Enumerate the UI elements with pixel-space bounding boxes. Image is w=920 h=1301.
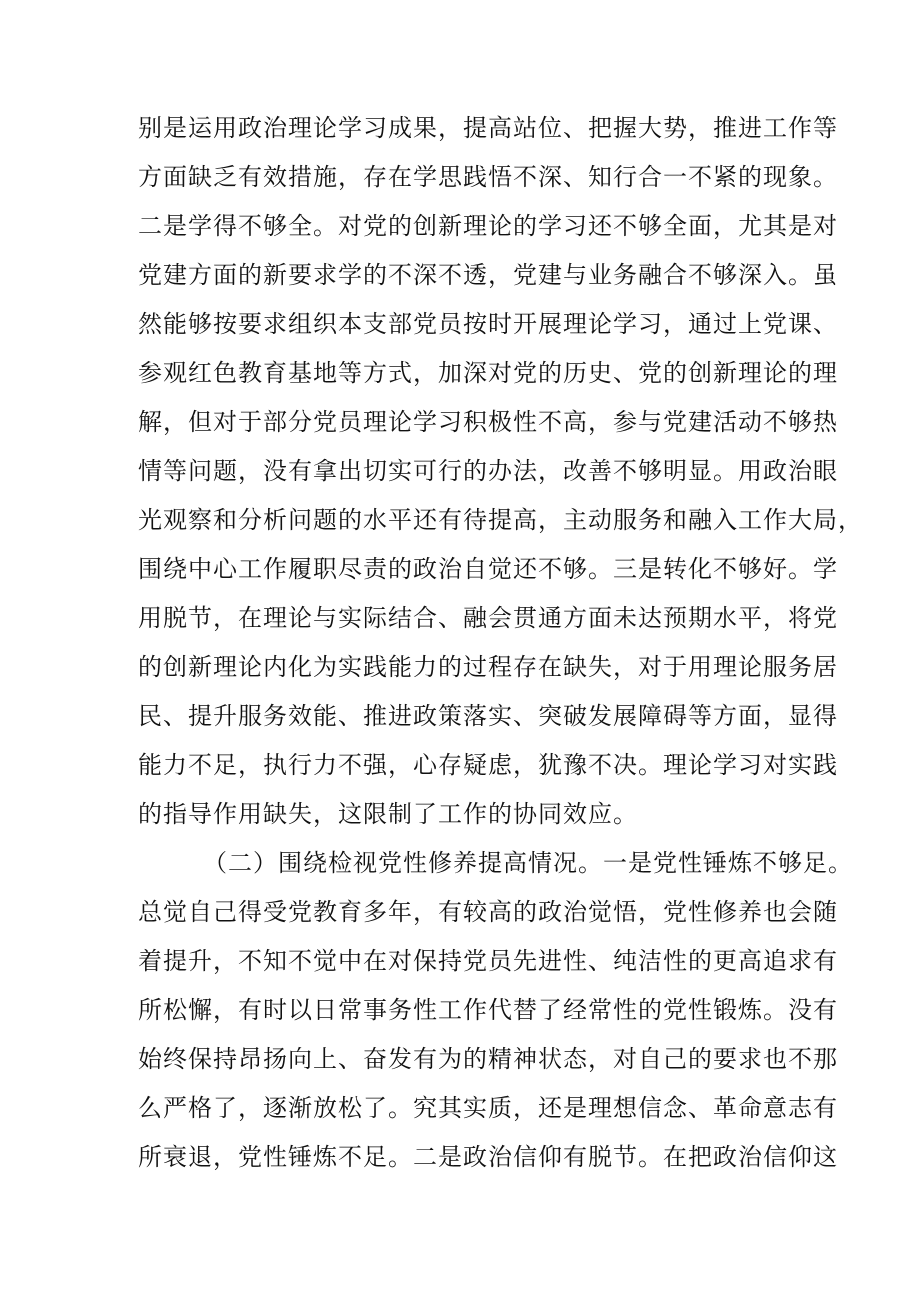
text-line: 用脱节，在理论与实际结合、融会贯通方面未达预期水平，将党 <box>138 604 838 632</box>
text-line: 光观察和分析问题的水平还有待提高，主动服务和融入工作大局， <box>138 506 863 534</box>
text-line: 所衰退，党性锤炼不足。二是政治信仰有脱节。在把政治信仰这 <box>138 1143 838 1171</box>
text-line: 围绕中心工作履职尽责的政治自觉还不够。三是转化不够好。学 <box>138 555 838 583</box>
text-line: 所松懈，有时以日常事务性工作代替了经常性的党性锻炼。没有 <box>138 996 838 1024</box>
text-line: 解，但对于部分党员理论学习积极性不高，参与党建活动不够热 <box>138 408 838 436</box>
text-line: 二是学得不够全。对党的创新理论的学习还不够全面，尤其是对 <box>138 212 838 240</box>
text-line: 方面缺乏有效措施，存在学思践悟不深、知行合一不紧的现象。 <box>138 163 838 191</box>
text-line: 情等问题，没有拿出切实可行的办法，改善不够明显。用政治眼 <box>138 457 838 485</box>
text-line: 着提升，不知不觉中在对保持党员先进性、纯洁性的更高追求有 <box>138 947 838 975</box>
text-line: 党建方面的新要求学的不深不透，党建与业务融合不够深入。虽 <box>138 261 838 289</box>
text-line: 始终保持昂扬向上、奋发有为的精神状态，对自己的要求也不那 <box>138 1045 838 1073</box>
section-heading-line: （二）围绕检视党性修养提高情况。一是党性锤炼不够足。 <box>203 849 853 877</box>
text-line: 的指导作用缺失，这限制了工作的协同效应。 <box>138 800 638 828</box>
text-line: 然能够按要求组织本支部党员按时开展理论学习，通过上党课、 <box>138 310 838 338</box>
text-line: 能力不足，执行力不强，心存疑虑，犹豫不决。理论学习对实践 <box>138 751 838 779</box>
text-line: 参观红色教育基地等方式，加深对党的历史、党的创新理论的理 <box>138 359 838 387</box>
text-line: 总觉自己得受党教育多年，有较高的政治觉悟，党性修养也会随 <box>138 898 838 926</box>
text-line: 么严格了，逐渐放松了。究其实质，还是理想信念、革命意志有 <box>138 1094 838 1122</box>
text-line: 别是运用政治理论学习成果，提高站位、把握大势，推进工作等 <box>138 114 838 142</box>
text-line: 民、提升服务效能、推进政策落实、突破发展障碍等方面，显得 <box>138 702 838 730</box>
text-line: 的创新理论内化为实践能力的过程存在缺失，对于用理论服务居 <box>138 653 838 681</box>
